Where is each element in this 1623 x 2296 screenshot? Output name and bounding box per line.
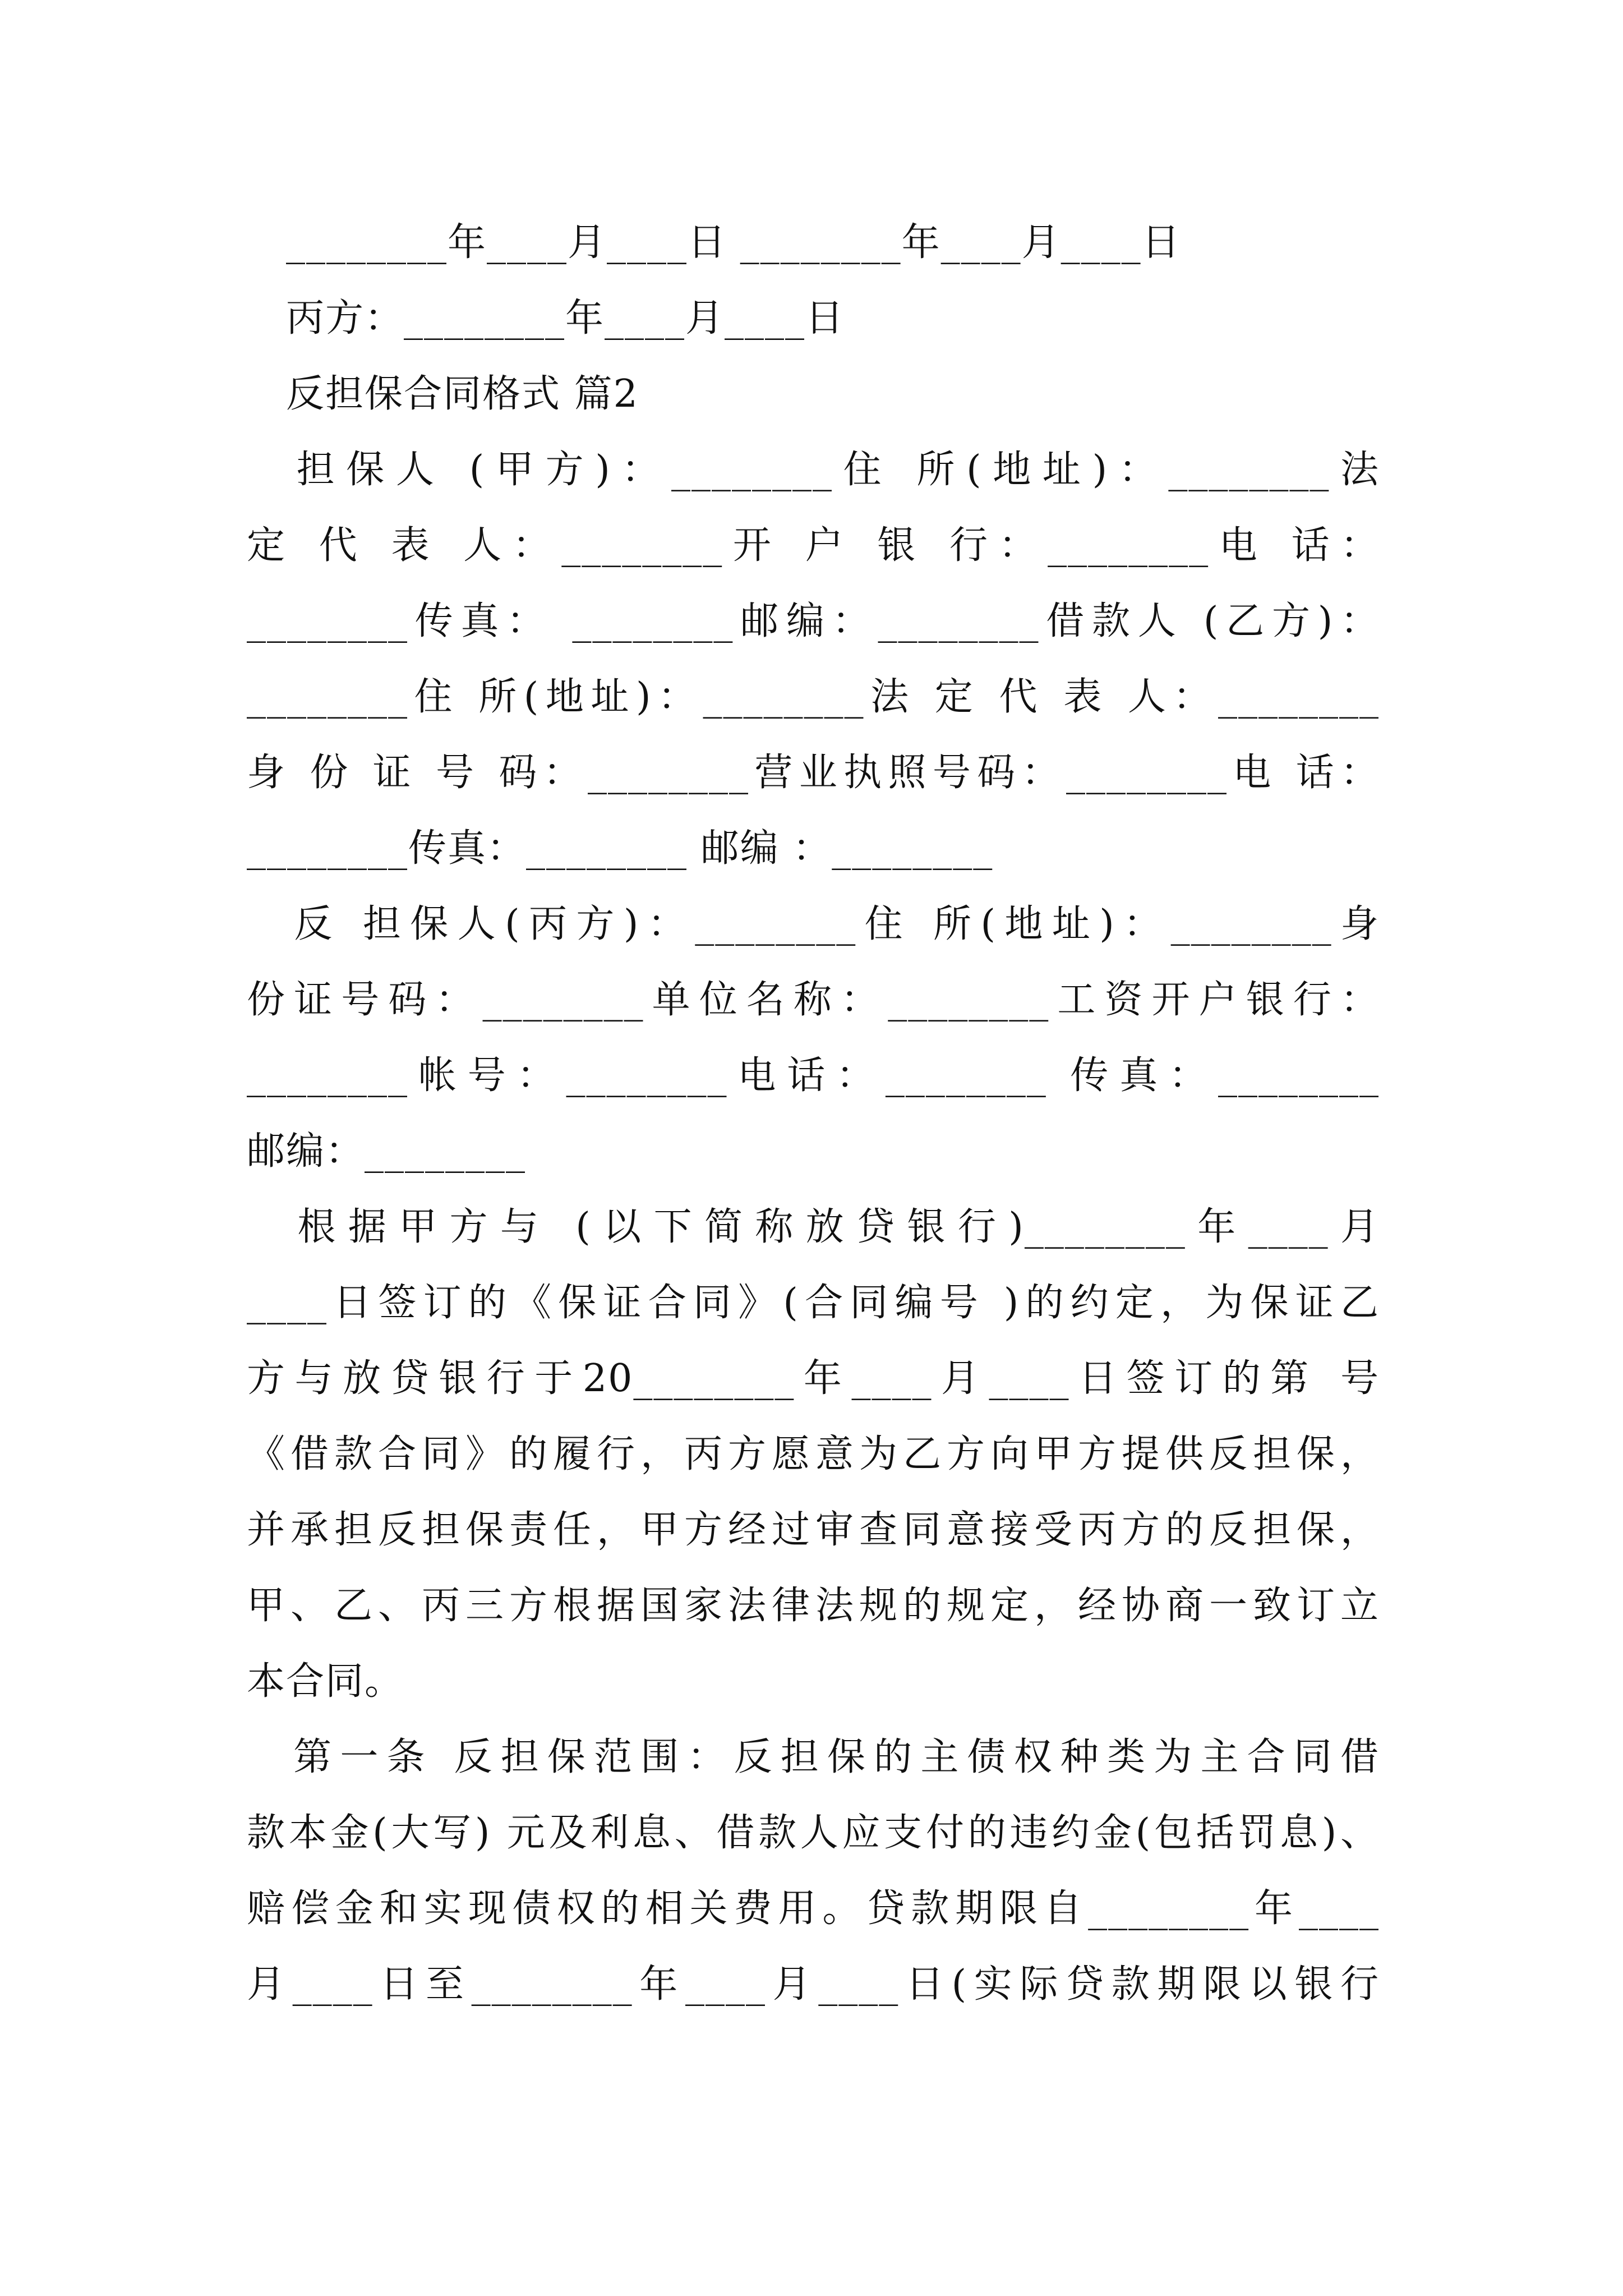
text-line: 身 份 证 号 码：________营业执照号码：________电 话： xyxy=(247,751,1380,795)
text-line: 份证号码：________单位名称：________工资开户银行： xyxy=(247,978,1380,1022)
text-line: ________住 所(地址)：________法 定 代 表 人：________ xyxy=(247,675,1380,719)
text-line: 月____日至________年____月____日(实际贷款期限以银行 xyxy=(247,1962,1380,2007)
text-line: 定 代 表 人：________开 户 银 行：________电 话： xyxy=(247,523,1380,568)
text-line: 赔偿金和实现债权的相关费用。贷款期限自________年____ xyxy=(247,1887,1380,1931)
text-line: 根据甲方与 (以下简称放贷银行)________年____月 xyxy=(247,1205,1380,1249)
text-line: 方与放贷银行于20________年____月____日签订的第 号 xyxy=(247,1356,1380,1401)
text-line: ________传真：________ 邮编 ：________ xyxy=(247,826,994,871)
text-line: 反 担保人(丙方)：________住 所(地址)：________身 xyxy=(247,902,1380,946)
text-line: 第一条 反担保范围：反担保的主债权种类为主合同借 xyxy=(247,1735,1380,1779)
text-line: 本合同。 xyxy=(247,1659,404,1704)
text-line: 邮编：________ xyxy=(247,1129,527,1174)
text-line: ________年____月____日 ________年____月____日 xyxy=(247,220,1181,265)
text-line: 款本金(大写) 元及利息、借款人应支付的违约金(包括罚息)、 xyxy=(247,1811,1380,1855)
text-line: ________帐号：________电话：________ 传真：________ xyxy=(247,1053,1380,1098)
text-line: 担保人 (甲方)：________住 所(地址)：________法 xyxy=(247,448,1380,492)
text-line: 并承担反担保责任，甲方经过审查同意接受丙方的反担保， xyxy=(247,1508,1380,1552)
text-line: 甲、乙、丙三方根据国家法律法规的规定，经协商一致订立 xyxy=(247,1584,1380,1628)
text-line: ____日签订的《保证合同》(合同编号 )的约定，为保证乙 xyxy=(247,1281,1380,1325)
text-line: 丙方：________年____月____日 xyxy=(247,296,845,341)
text-line: ________传真： ________邮编：________借款人 (乙方)： xyxy=(247,599,1380,643)
section-heading: 反担保合同格式 篇2 xyxy=(247,372,639,416)
text-line: 《借款合同》的履行，丙方愿意为乙方向甲方提供反担保， xyxy=(247,1432,1380,1476)
